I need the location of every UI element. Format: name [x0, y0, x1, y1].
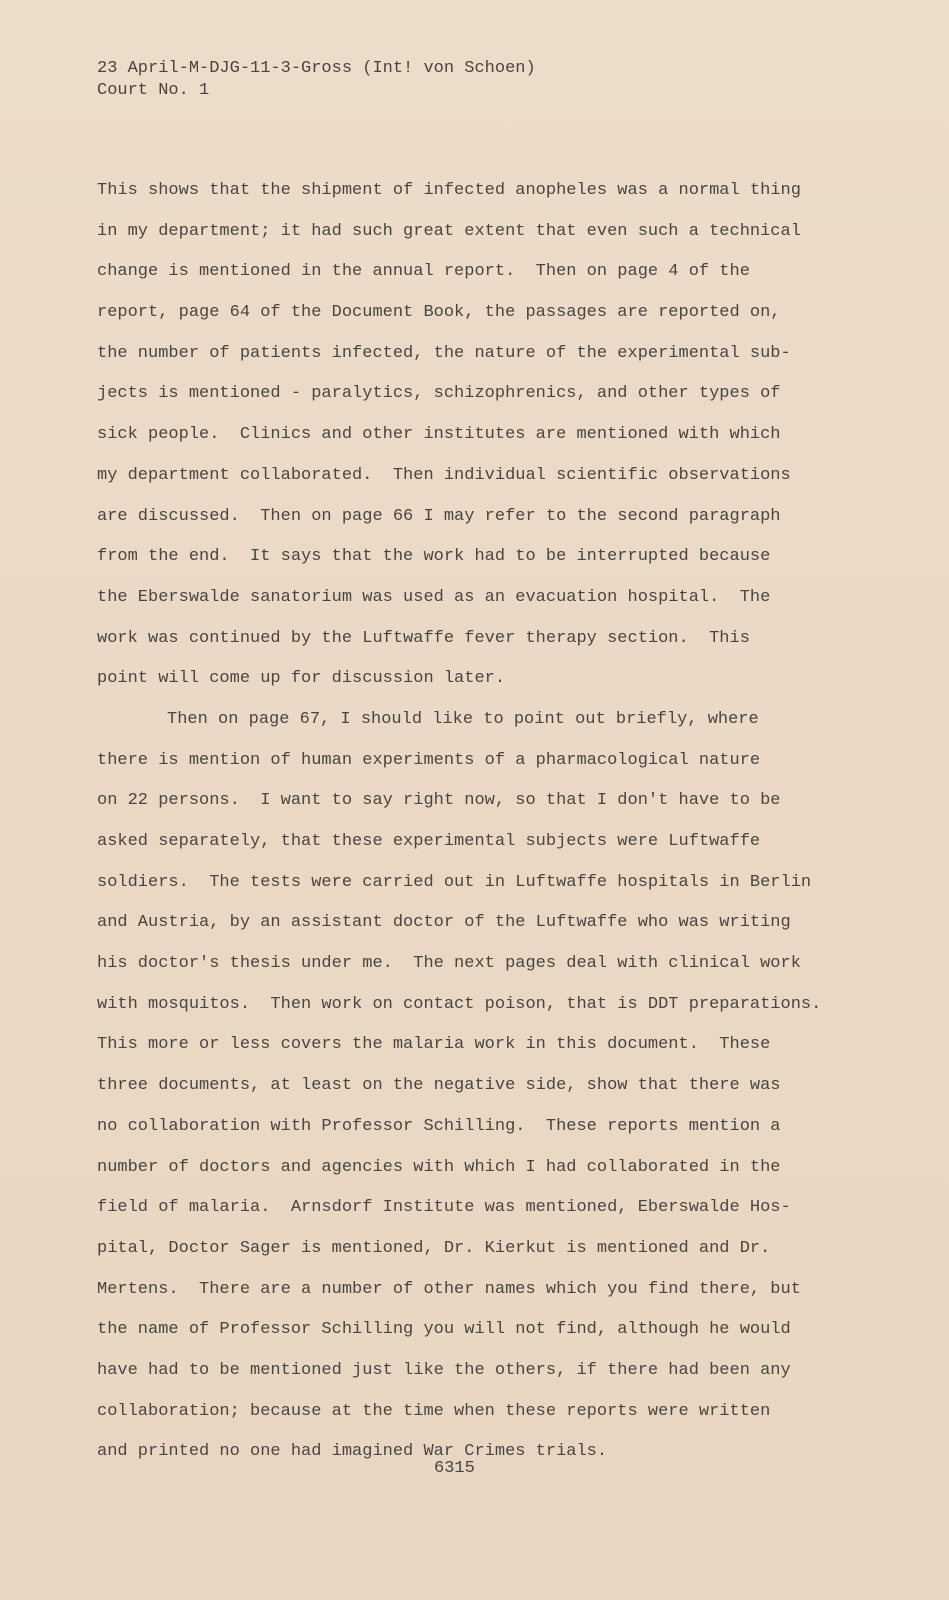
- header-court: Court No. 1: [97, 81, 210, 100]
- text-line: the Eberswalde sanatorium was used as an evacuation hospital. The: [97, 587, 771, 607]
- transcript-body: [97, 178, 857, 1480]
- text-line: are discussed. Then on page 66 I may refer to the second paragraph: [97, 506, 781, 526]
- text-line: soldiers. The tests were carried out in Luftwaffe hospitals in Berlin: [97, 872, 812, 892]
- text-line: sick people. Clinics and other institutes are mentioned with which: [97, 425, 781, 445]
- text-line: change is mentioned in the annual report. Then on page 4 of the: [97, 262, 750, 282]
- text-line: This more or less covers the malaria work in this document. These: [97, 1035, 771, 1055]
- text-line: the name of Professor Schilling you will not find, although he would: [97, 1320, 791, 1340]
- text-line: field of malaria. Arnsdorf Institute was mentioned, Eberswalde Hos-: [97, 1198, 791, 1218]
- text-line: number of doctors and agencies with which I had collaborated in the: [97, 1157, 781, 1177]
- text-line: point will come up for discussion later.: [97, 669, 506, 689]
- text-line: with mosquitos. Then work on contact poison, that is DDT preparations.: [97, 994, 822, 1014]
- page-number: 6315: [434, 1459, 475, 1478]
- text-line: there is mention of human experiments of a pharmacological nature: [97, 750, 761, 770]
- text-line: and printed no one had imagined War Crimes trials.: [97, 1442, 608, 1462]
- text-line: no collaboration with Professor Schilling. These reports mention a: [97, 1116, 781, 1136]
- text-line: the number of patients infected, the nature of the experimental sub-: [97, 343, 791, 363]
- text-line: my department collaborated. Then individual scientific observations: [97, 465, 791, 485]
- text-line: Mertens. There are a number of other names which you find there, but: [97, 1279, 801, 1299]
- text-line: and Austria, by an assistant doctor of the Luftwaffe who was writing: [97, 913, 791, 933]
- text-line: three documents, at least on the negative side, show that there was: [97, 1076, 781, 1096]
- paragraph-start-line: Then on page 67, I should like to point out briefly, where: [167, 709, 759, 729]
- text-line: in my department; it had such great extent that even such a technical: [97, 221, 801, 241]
- text-line: his doctor's thesis under me. The next pages deal with clinical work: [97, 954, 801, 974]
- text-line: have had to be mentioned just like the others, if there had been any: [97, 1360, 791, 1380]
- text-line: jects is mentioned - paralytics, schizophrenics, and other types of: [97, 384, 781, 404]
- text-line: report, page 64 of the Document Book, the passages are reported on,: [97, 303, 781, 323]
- header-reference: 23 April-M-DJG-11-3-Gross (Int! von Schoen): [97, 59, 536, 78]
- text-line: asked separately, that these experimental subjects were Luftwaffe: [97, 832, 761, 851]
- text-line: This shows that the shipment of infected anopheles was a normal thing: [97, 181, 801, 200]
- document-header: [97, 58, 536, 102]
- text-line: work was continued by the Luftwaffe fever therapy section. This: [97, 628, 750, 648]
- text-line: pital, Doctor Sager is mentioned, Dr. Kierkut is mentioned and Dr.: [97, 1238, 771, 1258]
- text-line: from the end. It says that the work had to be interrupted because: [97, 547, 771, 567]
- text-line: on 22 persons. I want to say right now, so that I don't have to be: [97, 791, 781, 811]
- text-line: collaboration; because at the time when these reports were written: [97, 1401, 771, 1421]
